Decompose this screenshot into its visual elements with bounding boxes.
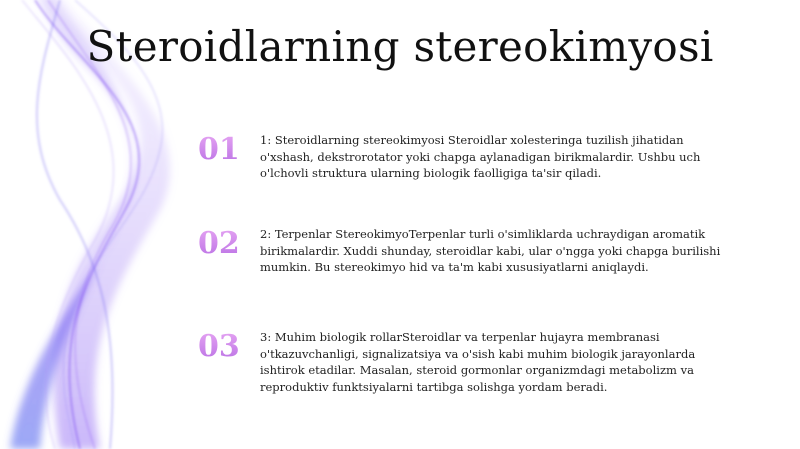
item-text: 2: Terpenlar StereokimyoTerpenlar turli o'simliklarda uchraydigan aromatik birikmalardir. Xuddi shunday, steroidlar kabi, ular o'ngga yoki chapga burilishi mumkin. Bu stereokimyo hid va ta'm kabi xususiyatlarni aniqlaydi. — [260, 227, 721, 274]
item-number: 01 — [198, 132, 248, 167]
list-item — [198, 226, 738, 316]
item-number: 02 — [198, 226, 248, 261]
slide-title: Steroidlarning stereokimyosi — [86, 22, 714, 71]
item-text: 1: Steroidlarning stereokimyosi Steroidlar xolesteringa tuzilish jihatidan o'xshash, dekstrorotator yoki chapga aylanadigan birikmalardir. Ushbu uch o'lchovli struktura ularning biologik faolligiga ta'sir qiladi. — [260, 133, 701, 180]
item-number: 03 — [198, 329, 248, 364]
item-text: 3: Muhim biologik rollarSteroidlar va terpenlar hujayra membranasi o'tkazuvchanligi, signalizatsiya va o'sish kabi muhim biologik jarayonlarda ishtirok etadilar. Masalan, steroid gormonlar organizmdagi metabolizm va reproduktiv funktsiyalarni tartibga solishga yordam beradi. — [260, 330, 696, 394]
list-item — [198, 329, 738, 419]
list-item — [198, 132, 738, 222]
